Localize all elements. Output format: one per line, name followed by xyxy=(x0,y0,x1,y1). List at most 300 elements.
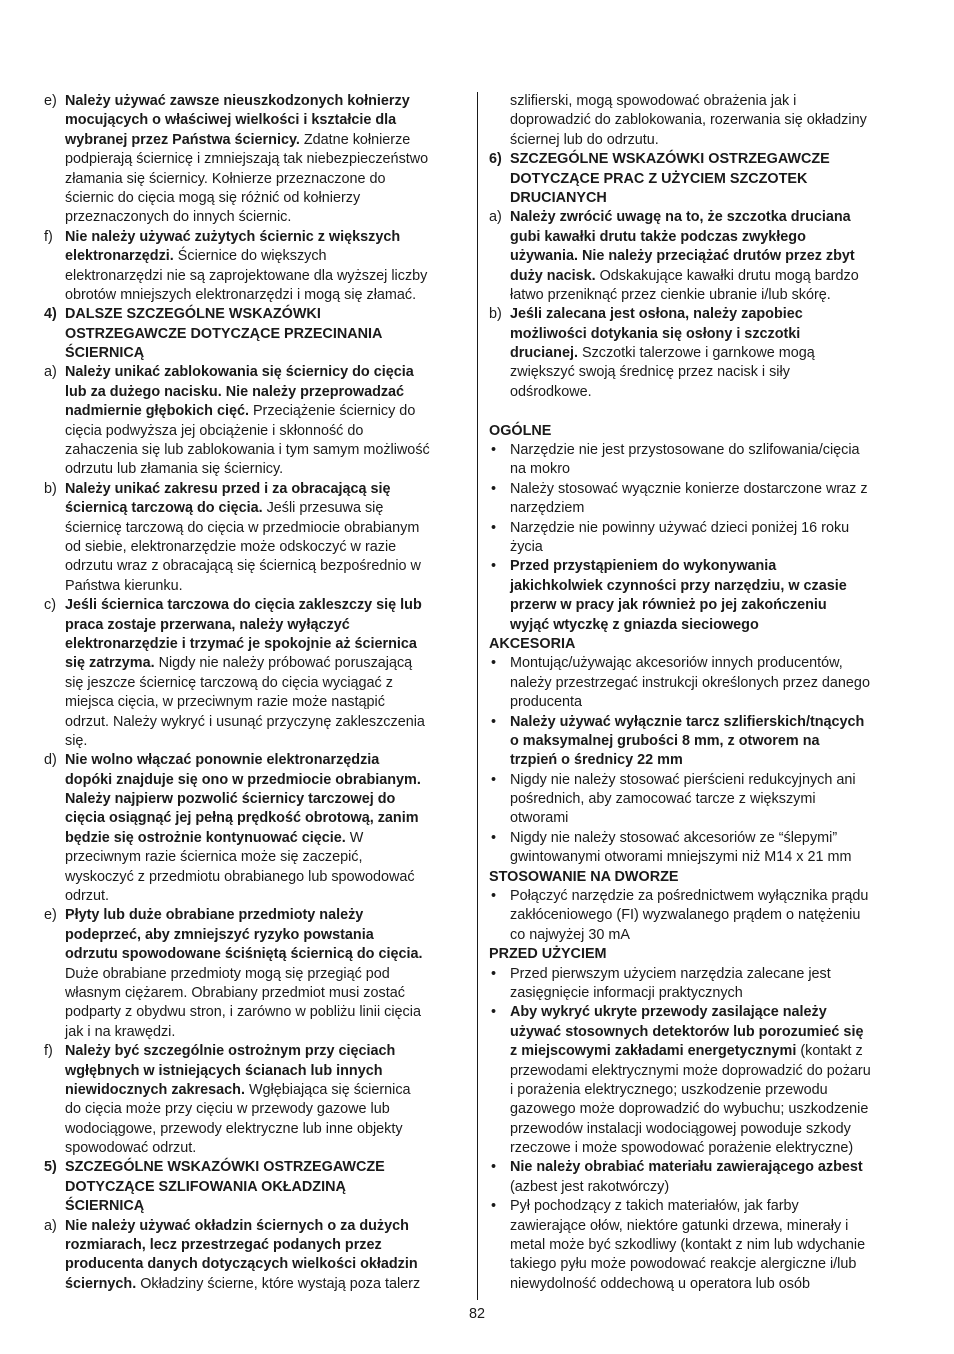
item-marker xyxy=(489,1139,510,1158)
bullet-marker: • xyxy=(491,558,497,575)
item-marker xyxy=(489,984,510,1003)
item-marker xyxy=(44,189,65,208)
item-marker xyxy=(44,868,65,887)
line-text: elektronarzędzi nie są zaprojektowane dla wyższej liczby xyxy=(65,267,428,284)
line-text: DALSZE SZCZEGÓLNE WSKAZÓWKI xyxy=(65,306,321,323)
text-line xyxy=(489,344,917,363)
line-text: podpierają ściernicę i zmniejszają tak niebezpieczeństwo xyxy=(65,151,429,168)
text-line xyxy=(489,538,917,557)
line-text: Należy unikać zakresu przed i za obracającą się xyxy=(65,480,391,497)
line-text: (azbest jest rakotwórczy) xyxy=(510,1178,670,1195)
line-text: gubi kawałki drutu także podczas zwykłego xyxy=(510,228,806,245)
line-text: odśrodkowe. xyxy=(510,383,592,400)
text-line xyxy=(489,1236,917,1255)
line-text: odrzutu spowodowane ściśniętą ściernicą do cięcia. xyxy=(65,946,423,963)
line-text: przeciwnym razie ściernica może się zaczepić, xyxy=(65,849,363,866)
line-text: Narzędzie nie powinny używać dzieci poniżej 16 roku xyxy=(510,519,850,536)
text-line xyxy=(44,848,468,867)
text-line xyxy=(44,1081,468,1100)
line-text: cięcia podwyższa jej obciążenie i skłonność do xyxy=(65,422,364,439)
line-text: o maksymalnej grubości 8 mm, z otworem na xyxy=(510,732,820,749)
item-marker xyxy=(489,383,510,402)
line-text: się zatrzyma. Nigdy nie należy próbować poruszającą xyxy=(65,655,413,672)
item-marker xyxy=(489,111,510,130)
text-line xyxy=(489,150,917,169)
line-text: trzpień o średnicy 22 mm xyxy=(510,752,683,769)
text-line xyxy=(489,189,917,208)
line-text: na mokro xyxy=(510,461,570,478)
text-line xyxy=(44,1275,468,1294)
text-line xyxy=(44,693,468,712)
item-marker xyxy=(44,654,65,673)
item-marker xyxy=(489,751,510,770)
text-line xyxy=(489,557,917,576)
item-marker xyxy=(489,906,510,925)
line-text: Należy być szczególnie ostrożnym przy cięciach xyxy=(65,1043,396,1060)
text-line xyxy=(44,577,468,596)
text-line xyxy=(489,208,917,227)
text-line xyxy=(489,499,917,518)
line-text: DOTYCZĄCE PRAC Z UŻYCIEM SZCZOTEK xyxy=(510,170,808,187)
text-line xyxy=(44,616,468,635)
line-text: niewidocznych zakresach. Wgłębiająca się ściernica xyxy=(65,1081,411,1098)
line-text: zakłóceniowego (FI) wyzwalanego prądem o natężeniu xyxy=(510,907,861,924)
line-text: co najwyżej 30 mA xyxy=(510,926,630,943)
line-text: się jeszcze ściernicę tarczową do cięcia wyciągać z xyxy=(65,674,393,691)
line-text: wgłębnych w istniejących ścianach lub innych xyxy=(65,1062,383,1079)
line-text: wodociągowe, przewody elektryczne lub inne objekty xyxy=(65,1120,403,1137)
item-marker xyxy=(44,1023,65,1042)
line-text: Przed przystąpieniem do wykonywania xyxy=(510,558,777,575)
line-text: wybranej przez Państwa ściernicy. Zdatne kołnierze xyxy=(65,131,411,148)
line-text: Przed pierwszym użyciem narzędzia zalecane jest xyxy=(510,965,831,982)
line-text: zasięgnięcie informacji praktycznych xyxy=(510,984,743,1001)
text-line xyxy=(489,131,917,150)
item-marker xyxy=(44,713,65,732)
item-marker xyxy=(489,926,510,945)
line-text: miejsca cięcia, w przeciwnym razie może nastąpić xyxy=(65,694,385,711)
text-line xyxy=(44,1003,468,1022)
text-line xyxy=(44,829,468,848)
item-marker: 5) xyxy=(44,1159,57,1176)
item-marker xyxy=(489,1100,510,1119)
line-text: jakichkolwiek czynności przy narzędziu, w czasie xyxy=(510,577,847,594)
line-text: używać stosownych detektorów lub porozumieć się xyxy=(510,1023,864,1040)
item-marker: f) xyxy=(44,1043,53,1060)
item-marker xyxy=(489,363,510,382)
line-text: podeprzeć, aby zmniejszyć ryzyko powstania xyxy=(65,926,374,943)
line-text: DOTYCZĄCE SZLIFOWANIA OKŁADZINĄ xyxy=(65,1178,346,1195)
text-line xyxy=(44,1197,468,1216)
item-marker xyxy=(489,92,510,111)
item-marker xyxy=(44,1062,65,1081)
item-marker xyxy=(44,1120,65,1139)
text-line xyxy=(44,305,468,324)
line-text: możliwości dotykania się osłony i szczotki xyxy=(510,325,801,342)
bullet-marker: • xyxy=(491,1004,497,1021)
item-marker xyxy=(44,519,65,538)
item-marker: f) xyxy=(44,228,53,245)
item-marker xyxy=(44,732,65,751)
item-marker xyxy=(44,499,65,518)
text-line xyxy=(44,654,468,673)
text-line xyxy=(44,1236,468,1255)
line-text: mocujących o właściwej wielkości i kształcie dla xyxy=(65,112,397,129)
line-text: producenta xyxy=(510,694,583,711)
text-line xyxy=(44,674,468,693)
text-line xyxy=(44,344,468,363)
line-text: przewodami elektrycznymi może doprowadzić do pożaru xyxy=(510,1062,871,1079)
text-line xyxy=(489,1042,917,1061)
line-text: Pył pochodzący z takich materiałów, jak farby xyxy=(510,1198,799,1215)
item-marker: b) xyxy=(489,306,502,323)
item-marker xyxy=(44,1275,65,1294)
item-marker xyxy=(44,344,65,363)
line-text: elektronarzędzi. Ściernice do większych xyxy=(65,248,327,265)
item-marker xyxy=(44,1197,65,1216)
line-text: Należy unikać zablokowania się ściernicy do cięcia xyxy=(65,364,414,381)
item-marker xyxy=(44,150,65,169)
text-line xyxy=(44,1217,468,1236)
text-line xyxy=(489,228,917,247)
item-marker xyxy=(44,577,65,596)
text-line xyxy=(489,693,917,712)
line-text: spowodować odrzut. xyxy=(65,1140,197,1157)
item-marker xyxy=(489,1042,510,1061)
item-marker xyxy=(489,596,510,615)
line-text: i porażenia elektrycznego; uszkodzenie przewodu xyxy=(510,1081,828,1098)
line-text: narzędziem xyxy=(510,500,585,517)
item-marker xyxy=(489,499,510,518)
line-text: ŚCIERNICĄ xyxy=(65,1198,145,1215)
text-line xyxy=(44,1158,468,1177)
text-line xyxy=(44,402,468,421)
item-marker xyxy=(44,208,65,227)
item-marker xyxy=(44,1236,65,1255)
item-marker xyxy=(489,131,510,150)
item-marker xyxy=(44,383,65,402)
text-line xyxy=(489,247,917,266)
line-text: podparty z obydwu stron, i zarówno w pobliżu linii cięcia xyxy=(65,1004,421,1021)
line-text: Montując/używając akcesoriów innych producentów, xyxy=(510,655,843,672)
text-line xyxy=(489,286,917,305)
item-marker: c) xyxy=(44,597,56,614)
text-line xyxy=(44,189,468,208)
line-text: doprowadzić do zablokowania, rozerwania się okładziny xyxy=(510,112,867,129)
item-marker xyxy=(44,1178,65,1197)
item-marker: b) xyxy=(44,480,57,497)
bullet-marker: • xyxy=(491,771,497,788)
item-marker xyxy=(489,538,510,557)
text-line xyxy=(44,771,468,790)
text-line xyxy=(489,790,917,809)
item-marker xyxy=(489,325,510,344)
item-marker xyxy=(44,887,65,906)
line-text: odrzut. Należy wykryć i usunąć przyczynę zakleszczenia xyxy=(65,713,425,730)
item-marker xyxy=(44,771,65,790)
item-marker xyxy=(489,1178,510,1197)
line-text: producenta danych dotyczących wielkości okładzin xyxy=(65,1256,418,1273)
line-text: wyskoczyć z przedmiotu obrabianego lub spowodować xyxy=(65,868,415,885)
item-marker: 6) xyxy=(489,151,502,168)
item-marker xyxy=(44,247,65,266)
text-line xyxy=(489,480,917,499)
item-marker xyxy=(44,984,65,1003)
item-marker xyxy=(44,325,65,344)
item-marker xyxy=(489,674,510,693)
line-text: do cięcia może przy cięciu w przewody gazowe lub xyxy=(65,1101,390,1118)
text-line xyxy=(44,1062,468,1081)
line-text: rzeczowe i może spowodować porażenie elektryczne) xyxy=(510,1140,854,1157)
text-line xyxy=(44,519,468,538)
item-marker xyxy=(489,247,510,266)
item-marker xyxy=(489,1217,510,1236)
text-line xyxy=(44,906,468,925)
line-text: Płyty lub duże obrabiane przedmioty należy xyxy=(65,907,364,924)
item-marker xyxy=(489,1081,510,1100)
text-line xyxy=(44,1042,468,1061)
text-line xyxy=(489,111,917,130)
blank-line xyxy=(489,402,917,421)
item-marker xyxy=(44,635,65,654)
text-line xyxy=(489,887,917,906)
line-text: lub za dużego nacisku. Nie należy przeprowadzać xyxy=(65,383,405,400)
line-text: się. xyxy=(65,732,88,749)
text-line xyxy=(489,1275,917,1294)
item-marker xyxy=(44,1081,65,1100)
bullet-marker: • xyxy=(491,655,497,672)
line-text: gazowego może doprowadzić do wybuchu; uszkodzenie xyxy=(510,1101,869,1118)
line-text: szlifierski, mogą spowodować obrażenia jak i xyxy=(510,93,797,109)
section-heading: STOSOWANIE NA DWORZE xyxy=(489,868,679,885)
text-line xyxy=(44,868,468,887)
text-line xyxy=(489,984,917,1003)
line-text: Należy stosować wyącznie konierze dostarczone wraz z xyxy=(510,480,868,497)
line-text: obrotów mniejszych elektronarzędzi i mogą się złamać. xyxy=(65,286,417,303)
text-line xyxy=(489,170,917,189)
bullet-marker: • xyxy=(491,829,497,846)
item-marker xyxy=(44,441,65,460)
text-line xyxy=(44,790,468,809)
item-marker xyxy=(44,1003,65,1022)
text-line xyxy=(44,809,468,828)
item-marker xyxy=(44,965,65,984)
item-marker xyxy=(489,460,510,479)
text-line xyxy=(489,906,917,925)
line-text: Aby wykryć ukryte przewody zasilające należy xyxy=(510,1004,827,1021)
item-marker xyxy=(489,1120,510,1139)
text-line xyxy=(489,616,917,635)
line-text: życia xyxy=(510,538,543,555)
text-line xyxy=(489,267,917,286)
item-marker xyxy=(44,538,65,557)
text-line xyxy=(489,596,917,615)
item-marker xyxy=(489,286,510,305)
text-line xyxy=(44,1120,468,1139)
text-line xyxy=(44,1023,468,1042)
text-line xyxy=(44,713,468,732)
line-text: ściernej lub do odrzutu. xyxy=(510,131,659,148)
bullet-marker: • xyxy=(491,965,497,982)
text-line xyxy=(489,1100,917,1119)
line-text: dopóki znajduje się ono w przedmiocie obrabianym. xyxy=(65,771,421,788)
line-text: własnym ciężarem. Obrabiany przedmiot musi zostać xyxy=(65,984,405,1001)
line-text: SZCZEGÓLNE WSKAZÓWKI OSTRZEGAWCZE xyxy=(65,1159,385,1176)
item-marker xyxy=(44,170,65,189)
item-marker xyxy=(44,1139,65,1158)
line-text: Nigdy nie należy stosować pierścieni redukcyjnych ani xyxy=(510,771,856,788)
item-marker: 4) xyxy=(44,306,57,323)
item-marker xyxy=(44,111,65,130)
text-line xyxy=(44,383,468,402)
item-marker xyxy=(44,926,65,945)
text-line xyxy=(44,945,468,964)
text-line xyxy=(489,363,917,382)
item-marker xyxy=(44,616,65,635)
item-marker xyxy=(44,402,65,421)
line-text: ściernic do cięcia mogą się różnić od kołnierzy xyxy=(65,189,361,206)
section-heading: PRZED UŻYCIEM xyxy=(489,946,607,963)
text-line xyxy=(489,1158,917,1177)
section-heading: AKCESORIA xyxy=(489,635,576,652)
item-marker xyxy=(44,693,65,712)
text-line xyxy=(44,422,468,441)
item-marker xyxy=(489,809,510,828)
line-text: zwiększyć swoją średnicę przez nacisk i siły xyxy=(510,364,790,381)
text-line xyxy=(489,325,917,344)
line-text: elektronarzędzie i trzymać je spokojnie aż ściernica xyxy=(65,635,417,652)
text-line xyxy=(489,1197,917,1216)
line-text: Nie należy obrabiać materiału zawierającego azbest xyxy=(510,1159,863,1176)
line-text: rozmiarach, lecz przestrzegać podanych przez xyxy=(65,1237,382,1254)
line-text: jak i na krawędzi. xyxy=(65,1023,176,1040)
text-line xyxy=(44,92,468,111)
item-marker xyxy=(44,557,65,576)
item-marker xyxy=(44,131,65,150)
text-line xyxy=(44,635,468,654)
text-line xyxy=(44,363,468,382)
text-line xyxy=(489,771,917,790)
item-marker: a) xyxy=(44,1217,57,1234)
line-text: drucianej. Szczotki talerzowe i garnkowe mogą xyxy=(510,345,815,362)
text-line xyxy=(489,926,917,945)
line-text: Nigdy nie należy stosować akcesoriów ze “ślepymi” xyxy=(510,829,838,846)
line-text: metal może być szkodliwy (kontakt z nim lub wdychanie xyxy=(510,1237,866,1254)
left-text-column xyxy=(44,92,468,1294)
line-text: Należy używać wyłącznie tarcz szlifierskich/tnących xyxy=(510,713,865,730)
text-line xyxy=(44,170,468,189)
line-text: odrzutu wraz z obracającą się ściernicą bezpośrednio w xyxy=(65,558,421,575)
line-text: ściernych. Okładziny ścierne, które wystają poza talerz xyxy=(65,1275,421,1292)
text-line xyxy=(489,654,917,673)
text-line xyxy=(489,577,917,596)
item-marker xyxy=(44,286,65,305)
text-line xyxy=(44,131,468,150)
line-text: otworami xyxy=(510,810,569,827)
text-line xyxy=(44,150,468,169)
text-line xyxy=(44,1178,468,1197)
item-marker xyxy=(489,790,510,809)
item-marker xyxy=(489,693,510,712)
line-text: wyjąć wtyczkę z gniazda sieciowego xyxy=(510,616,759,633)
section-heading: OGÓLNE xyxy=(489,422,552,439)
item-marker: e) xyxy=(44,93,57,109)
text-line xyxy=(489,809,917,828)
line-text: Połączyć narzędzie za pośrednictwem wyłącznika prądu xyxy=(510,888,869,905)
text-line xyxy=(489,441,917,460)
text-line xyxy=(44,1139,468,1158)
text-line xyxy=(489,92,917,111)
bullet-marker: • xyxy=(491,713,497,730)
line-text: Należy zwrócić uwagę na to, że szczotka druciana xyxy=(510,209,851,226)
line-text: Państwa kierunku. xyxy=(65,577,183,594)
item-marker: a) xyxy=(489,209,502,226)
line-text: Duże obrabiane przedmioty mogą się przegiąć pod xyxy=(65,965,390,982)
line-text: należy przestrzegać instrukcji określonych przez danego xyxy=(510,674,870,691)
line-text: niewydolność oddechową u operatora lub osób xyxy=(510,1275,811,1292)
text-line xyxy=(44,596,468,615)
text-line xyxy=(489,732,917,751)
text-line xyxy=(44,441,468,460)
bullet-marker: • xyxy=(491,480,497,497)
text-line xyxy=(44,499,468,518)
item-marker xyxy=(44,422,65,441)
text-line xyxy=(489,848,917,867)
text-line xyxy=(44,887,468,906)
line-text: ściernicę tarczową do cięcia w przedmiocie obrabianym xyxy=(65,519,420,536)
item-marker xyxy=(489,577,510,596)
text-line xyxy=(44,965,468,984)
line-text: duży nacisk. Odskakujące kawałki drutu mogą bardzo xyxy=(510,267,859,284)
text-line xyxy=(44,751,468,770)
line-text: takiego pyłu może powodować reakcje alergiczne i/lub xyxy=(510,1256,857,1273)
text-line xyxy=(44,1255,468,1274)
bullet-marker: • xyxy=(491,519,497,536)
line-text: Nie należy używać okładzin ściernych o za dużych xyxy=(65,1217,409,1234)
item-marker xyxy=(44,809,65,828)
item-marker xyxy=(489,170,510,189)
item-marker xyxy=(489,1275,510,1294)
line-text: złamania się ściernicy. Kołnierze przeznaczone do xyxy=(65,170,386,187)
text-line xyxy=(489,1255,917,1274)
line-text: ŚCIERNICĄ xyxy=(65,345,145,362)
text-line xyxy=(489,383,917,402)
text-line xyxy=(489,1003,917,1022)
item-marker xyxy=(44,460,65,479)
item-marker xyxy=(489,848,510,867)
text-line xyxy=(44,926,468,945)
text-line xyxy=(489,1139,917,1158)
line-text: Nie należy używać zużytych ściernic z większych xyxy=(65,228,401,245)
item-marker xyxy=(489,189,510,208)
page-number: 82 xyxy=(468,1306,485,1322)
item-marker xyxy=(489,1023,510,1042)
text-line xyxy=(44,1100,468,1119)
line-text: odrzut. xyxy=(65,888,109,905)
text-line xyxy=(489,1120,917,1139)
line-text: przeznaczonych do innych ściernic. xyxy=(65,209,292,226)
item-marker xyxy=(44,674,65,693)
text-line xyxy=(44,538,468,557)
line-text: Jeśli zalecana jest osłona, należy zapobiec xyxy=(510,306,803,323)
text-line xyxy=(489,713,917,732)
line-text: będzie się ostrożnie kontynuować cięcie. W xyxy=(65,829,364,846)
line-text: używania. Nie należy przeciążać drutów przez zbyt xyxy=(510,248,855,265)
text-line xyxy=(489,1081,917,1100)
text-line xyxy=(489,1217,917,1236)
item-marker: a) xyxy=(44,364,57,381)
text-line xyxy=(44,732,468,751)
